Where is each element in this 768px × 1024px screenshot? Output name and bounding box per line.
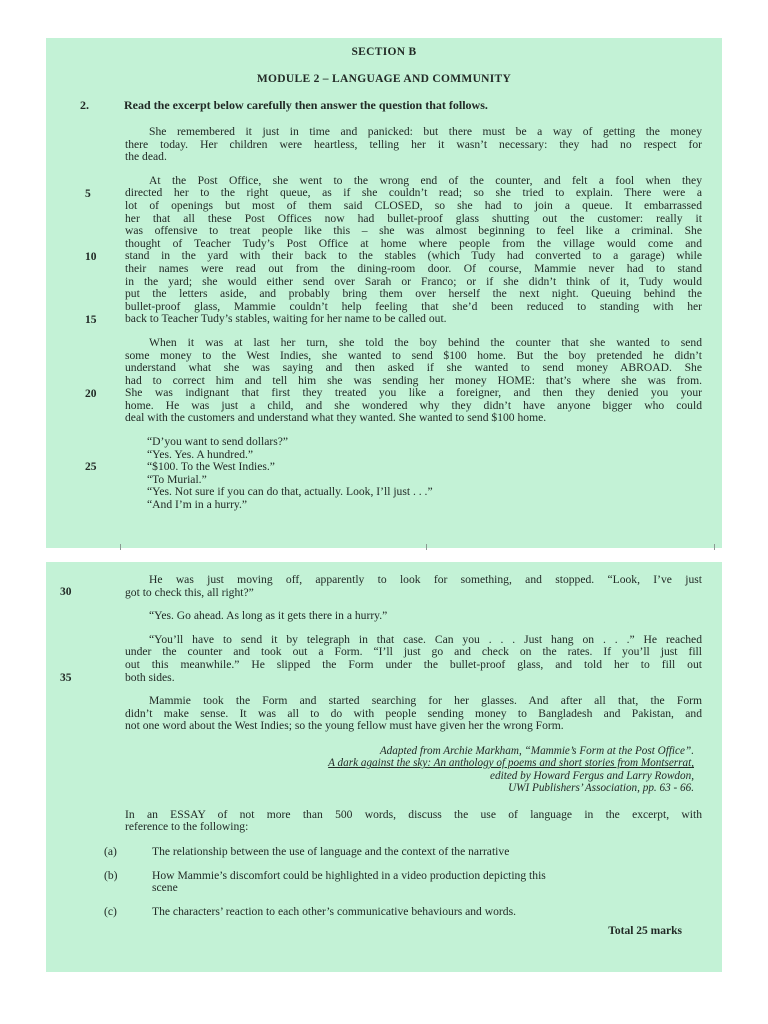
line-number: 10 [85,250,97,263]
text-line: In an ESSAY of not more than 500 words, discuss the use of language in the excerpt, with [125,807,702,821]
text-line: put the letters aside, and probably bring them over herself the next night. Queuing behind the [125,287,702,301]
text-line: She remembered it just in time and panicked: but there must be a way of getting the money [149,125,702,138]
excerpt-paragraph [85,335,702,425]
question-row [46,98,722,114]
dialogue-line: “$100. To the West Indies.” [147,460,275,474]
excerpt-paragraph [125,610,702,623]
dialogue-line: “And I’m in a hurry.” [147,498,248,512]
citation-line: edited by Howard Fergus and Larry Rowdon, [490,769,694,782]
scan-mark [120,544,121,550]
exam-page-bottom [46,562,722,972]
line-number: 35 [60,671,72,684]
excerpt-paragraph [60,632,702,684]
text-line: was offensive to treat people like this – she was almost beginning to feel like a criminal. She [125,224,702,238]
dialogue-line: “Yes. Not sure if you can do that, actually. Look, I’ll just . . .” [147,485,433,499]
text-line: When it was at last her turn, she told the boy behind the counter that she wanted to send [149,335,702,349]
excerpt-paragraph [125,126,702,164]
source-citation [46,745,694,795]
dialogue-line: “Yes. Yes. A hundred.” [147,447,254,461]
section-heading: SECTION B [351,46,417,58]
line-number: 20 [85,387,97,400]
text-line: He was just moving off, apparently to look for something, and stopped. “Look, I’ve just [149,573,702,586]
text-line: stand in the yard with their back to the stables (which Tudy had converted to a garage) while [125,249,702,263]
text-line: She was indignant that first they treated you like a foreigner, and then they denied you your [125,386,702,400]
text-line: understand what she was saying and then asked if she wanted to send money ABROAD. She [125,361,702,375]
item-label: (b) [104,868,118,882]
text-line: didn’t make sense. It was all to do with people sending money to Bangladesh and Pakistan, and [125,706,702,720]
text-line: “Yes. Go ahead. As long as it gets there in a hurry.” [149,609,388,623]
line-number: 30 [60,586,72,598]
text-line: deal with the customers and understand what they wanted. She wanted to send $100 home. [125,411,547,425]
text-line: bullet-proof glass, Mammie couldn’t help feeling that she’d been reduced to standing with her [125,299,702,313]
text-line: Mammie took the Form and started searching for her glasses. And after all that, the Form [149,694,702,708]
text-line: there today. Her children were heartless, telling her it wasn’t necessary: they had no respect for [125,137,702,151]
text-line: under the counter and took out a Form. “I’ll just go and check on the rates. If you’ll just fill [125,645,702,659]
text-line: At the Post Office, she went to the wrong end of the counter, and felt a fool when they [149,173,702,187]
text-line: “You’ll have to send it by telegraph in that case. Can you . . . Just hang on . . .” He reached [149,632,702,646]
item-text: How Mammie’s discomfort could be highlighted in a video production depicting this [152,868,546,882]
text-line: directed her to the right queue, as if she couldn’t read; so she tried to explain. There were a [125,186,702,200]
item-text-continued: scene [152,880,178,894]
text-line: both sides. [125,670,175,684]
exam-page-top [46,38,722,548]
item-label: (a) [104,844,117,858]
text-line: back to Teacher Tudy’s stables, waiting for her name to be called out. [125,312,447,326]
essay-item [104,869,722,895]
dialogue-block [85,435,702,512]
text-line: had to correct him and tell him she was sending her money HOME: that’s where she was from. [125,373,702,387]
citation-line: Adapted from Archie Markham, “Mammie’s Form at the Post Office”. [379,744,694,757]
item-text: The characters’ reaction to each other’s communicative behaviours and words. [152,904,516,918]
text-line: some money to the West Indies, she wanted to send $100 home. But the boy pretended he didn’t [125,348,702,362]
text-line: got to check this, all right?” [125,585,254,599]
dialogue-line: “To Murial.” [147,472,207,486]
question-number: 2. [80,98,89,112]
question-instruction: Read the excerpt below carefully then answer the question that follows. [124,98,488,112]
text-line: out this meanwhile.” He slipped the Form under the bullet-proof glass, and told her to fill out [125,657,702,671]
essay-prompt [125,809,702,834]
essay-item [104,905,722,919]
scan-mark [426,544,427,550]
text-line: home. He was just a child, and she wondered why they didn’t have anyone bigger who could [125,398,702,412]
text-line: not one word about the West Indies; so the young fellow must have given her the wrong Form. [125,719,564,733]
scan-mark [714,544,715,550]
dialogue-line: “D’you want to send dollars?” [147,435,289,449]
citation-line: A dark against the sky: An anthology of poems and short stories from Montserrat, [328,757,694,770]
text-line: reference to the following: [125,820,249,834]
text-line: her that all these Post Offices now had bullet-proof glass shutting out the customer: really it [125,211,702,225]
excerpt-paragraph [125,695,702,733]
text-line: thought of Teacher Tudy’s Post Office at home where people from the village would come and [125,236,702,250]
item-text: The relationship between the use of language and the context of the narrative [152,844,510,858]
excerpt-paragraph [60,573,702,599]
item-label: (c) [104,904,117,918]
text-line: in the yard; she would either send over Sarah or Franco; or if she didn’t think of it, Tudy would [125,274,702,288]
line-number: 5 [85,187,91,200]
text-line: lot of openings but most of them said CLOSED, so she had to join a queue. It embarrassed [125,198,702,212]
text-line: their names were read out from the dining-room door. Of course, Mammie never had to stand [125,261,702,275]
text-line: the dead. [125,150,167,164]
citation-line: UWI Publishers’ Association, pp. 63 - 66. [508,782,694,795]
module-heading: MODULE 2 – LANGUAGE AND COMMUNITY [256,73,512,85]
excerpt-paragraph [85,173,702,326]
total-marks: Total 25 marks [608,924,682,937]
line-number: 15 [85,313,97,326]
essay-item [104,845,722,859]
line-number: 25 [85,461,97,474]
